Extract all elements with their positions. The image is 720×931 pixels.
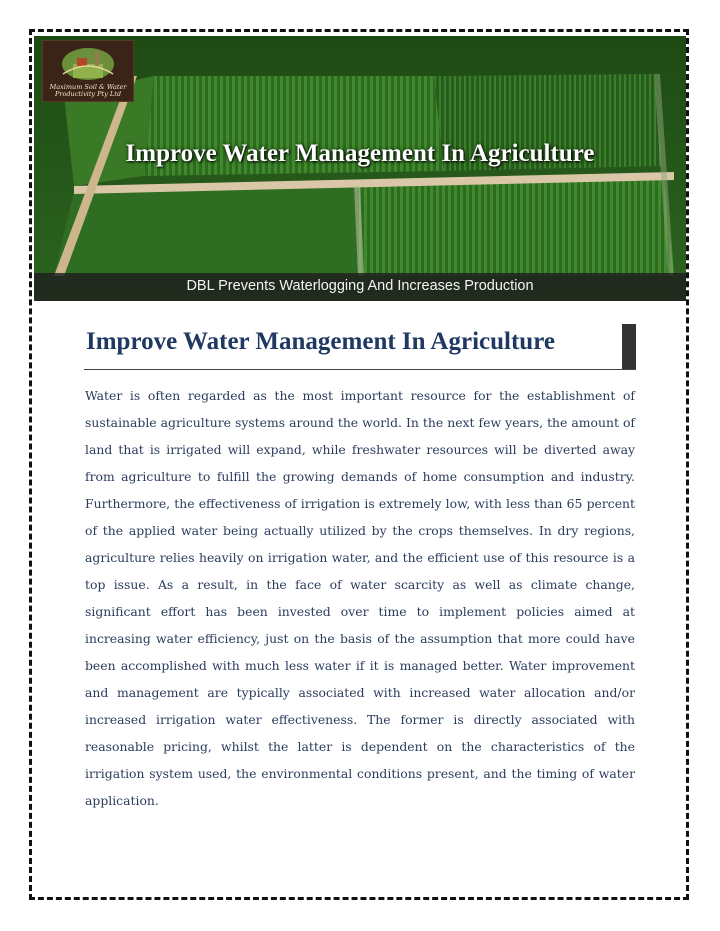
article-body: Water is often regarded as the most important resource for the establishment of sustainable agriculture systems around the world. In the next few years, the amount of land that is irrigated will expand, while freshwater resources will be diverted away from agriculture to fulfill the growing demands of home consumption and industry. Furthermore, the effectiveness of irrigation is extremely low, with less than 65 percent of the applied water being actually utilized by the crops themselves. In dry regions, agriculture relies heavily on irrigation water, and the efficient use of this resource is a top issue. As a result, in the face of water scarcity as well as climate change, significant effort has been invested over time to implement policies aimed at increasing water efficiency, just on the basis of the assumption that more could have been accomplished with much less water if it is managed better. Water improvement and management are typically associated with increased water allocation and/or increased irrigation water effectiveness. The former is directly associated with reasonable pricing, whilst the latter is dependent on the characteristics of the irrigation system used, the environmental conditions present, and the timing of water application. — [85, 388, 635, 808]
company-logo — [42, 40, 134, 102]
hero-title: Improve Water Management In Agriculture — [125, 140, 595, 167]
logo-farm-icon — [43, 44, 133, 84]
logo-text: Maximum Soil & Water Productivity Pty Ltd — [49, 83, 127, 98]
hero-banner — [34, 36, 686, 301]
hero-caption: DBL Prevents Waterlogging And Increases Production — [186, 278, 534, 294]
article-heading: Improve Water Management In Agriculture — [86, 328, 555, 355]
article-heading-box — [84, 324, 636, 370]
hero-caption-bar — [34, 273, 686, 301]
